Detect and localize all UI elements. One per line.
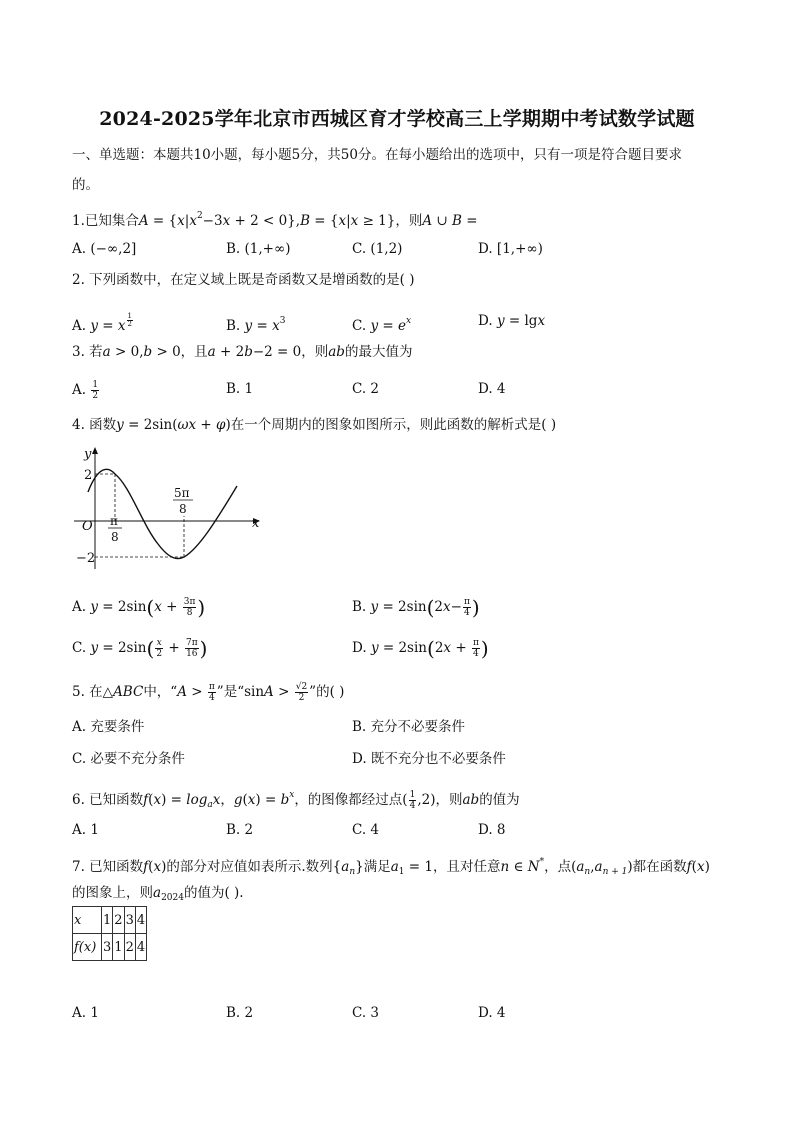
q5-option-b[interactable]: B. 充分不必要条件: [352, 719, 466, 735]
x-tick-5pi8-num: 5π: [174, 486, 190, 500]
x-tick-pi8-den: 8: [111, 530, 119, 544]
q5-option-c[interactable]: C. 必要不充分条件: [72, 751, 185, 767]
q6-option-b[interactable]: B. 2: [226, 822, 254, 838]
q5-option-a[interactable]: A. 充要条件: [72, 719, 145, 735]
y-tick-2: 2: [84, 468, 93, 483]
q2-option-d[interactable]: D. y = lgx: [478, 313, 546, 329]
table-row: x 1 2 3 4: [73, 907, 147, 934]
q3-option-c[interactable]: C. 2: [352, 381, 380, 397]
question-4: 4. 函数y = 2sin(ωx + φ)在一个周期内的图象如图所示，则此函数的解析式是( ): [72, 417, 557, 433]
q6-option-a[interactable]: A. 1: [72, 822, 99, 838]
q1-option-b[interactable]: B. (1,+∞): [226, 241, 291, 257]
q6-option-d[interactable]: D. 8: [478, 822, 506, 838]
page-title: 2024-2025学年北京市西城区育才学校高三上学期期中考试数学试题: [99, 108, 695, 130]
section-header-line-1: 一、单选题：本题共10小题，每小题5分，共50分。在每小题给出的选项中，只有一项是符合题目要求: [72, 147, 682, 163]
q4-option-b[interactable]: B. y = 2sin(2x− $\frac{\pi}{4}$ ): [352, 595, 480, 620]
question-7-line-2: 的图象上，则$a_{2024}$的值为( ).: [72, 885, 244, 903]
q1-option-c[interactable]: C. (1,2): [352, 241, 403, 257]
question-6: 6. 已知函数$f(x) = \log_ax$，$g(x) = b^x$，的图像都经过点( $\frac{1}{4}$ ,2)，则ab的值为: [72, 790, 520, 811]
q3-option-a[interactable]: A. $\frac{1}{2}$: [72, 380, 99, 401]
q7-option-c[interactable]: C. 3: [352, 1005, 380, 1021]
section-header-line-2: 的。: [72, 177, 99, 193]
sine-graph: [70, 444, 270, 576]
q5-option-d[interactable]: D. 既不充分也不必要条件: [352, 751, 506, 767]
q3-option-d[interactable]: D. 4: [478, 381, 506, 397]
question-3: 3. 若a > 0,b > 0，且a + 2b−2 = 0，则ab的最大值为: [72, 344, 413, 360]
q6-option-c[interactable]: C. 4: [352, 822, 380, 838]
x-tick-5pi8-den: 8: [179, 502, 187, 516]
q2-option-c[interactable]: C. $y = e^x$: [352, 316, 412, 334]
q7-option-a[interactable]: A. 1: [72, 1005, 99, 1021]
question-2: 2. 下列函数中，在定义域上既是奇函数又是增函数的是( ): [72, 272, 415, 288]
y-axis-arrow: [92, 447, 98, 454]
q2-option-a[interactable]: A. y = x $^{\frac{1}{2}}$: [72, 312, 132, 334]
table-row: f(x) 3 1 2 4: [73, 934, 147, 961]
question-5: 5. 在△ABC中，“A > $\frac{\pi}{4}$ ”是“sinA > $\frac{√2}{2}$ ”的( ): [72, 682, 345, 703]
x-axis-label: x: [252, 516, 260, 531]
y-tick-neg2: −2: [76, 551, 96, 566]
q4-option-c[interactable]: C. y = 2sin( $\frac{x}{2}$ + $\frac{7\pi}{16}$ ): [72, 636, 208, 661]
y-axis-label: y: [84, 447, 92, 462]
q7-option-b[interactable]: B. 2: [226, 1005, 254, 1021]
q7-option-d[interactable]: D. 4: [478, 1005, 506, 1021]
function-value-table: [72, 906, 147, 961]
question-7-line-1: 7. 已知函数f(x)的部分对应值如表所示.数列$\{a_n\}$满足$a_1 = 1$，且对任意n ∈ N*，点$(a_n,a_{n + 1})$都在函数f(x): [72, 857, 710, 877]
x-tick-pi8-num: π: [110, 514, 118, 528]
q2-option-b[interactable]: B. $y = x^3$: [226, 316, 286, 334]
q1-option-a[interactable]: A. (−∞,2]: [72, 241, 137, 257]
question-1: 1.已知集合$A = \{x|x^2-3x + 2 < 0\},B = \{x|x \ge 1\}$，则A ∪ B =: [72, 211, 478, 229]
q3-option-b[interactable]: B. 1: [226, 381, 254, 397]
q4-option-d[interactable]: D. y = 2sin(2x + $\frac{\pi}{4}$ ): [352, 636, 489, 661]
q1-option-d[interactable]: D. [1,+∞): [478, 241, 543, 257]
q4-option-a[interactable]: A. y = 2sin(x + $\frac{3\pi}{8}$ ): [72, 595, 206, 620]
origin-label: O: [82, 519, 93, 534]
